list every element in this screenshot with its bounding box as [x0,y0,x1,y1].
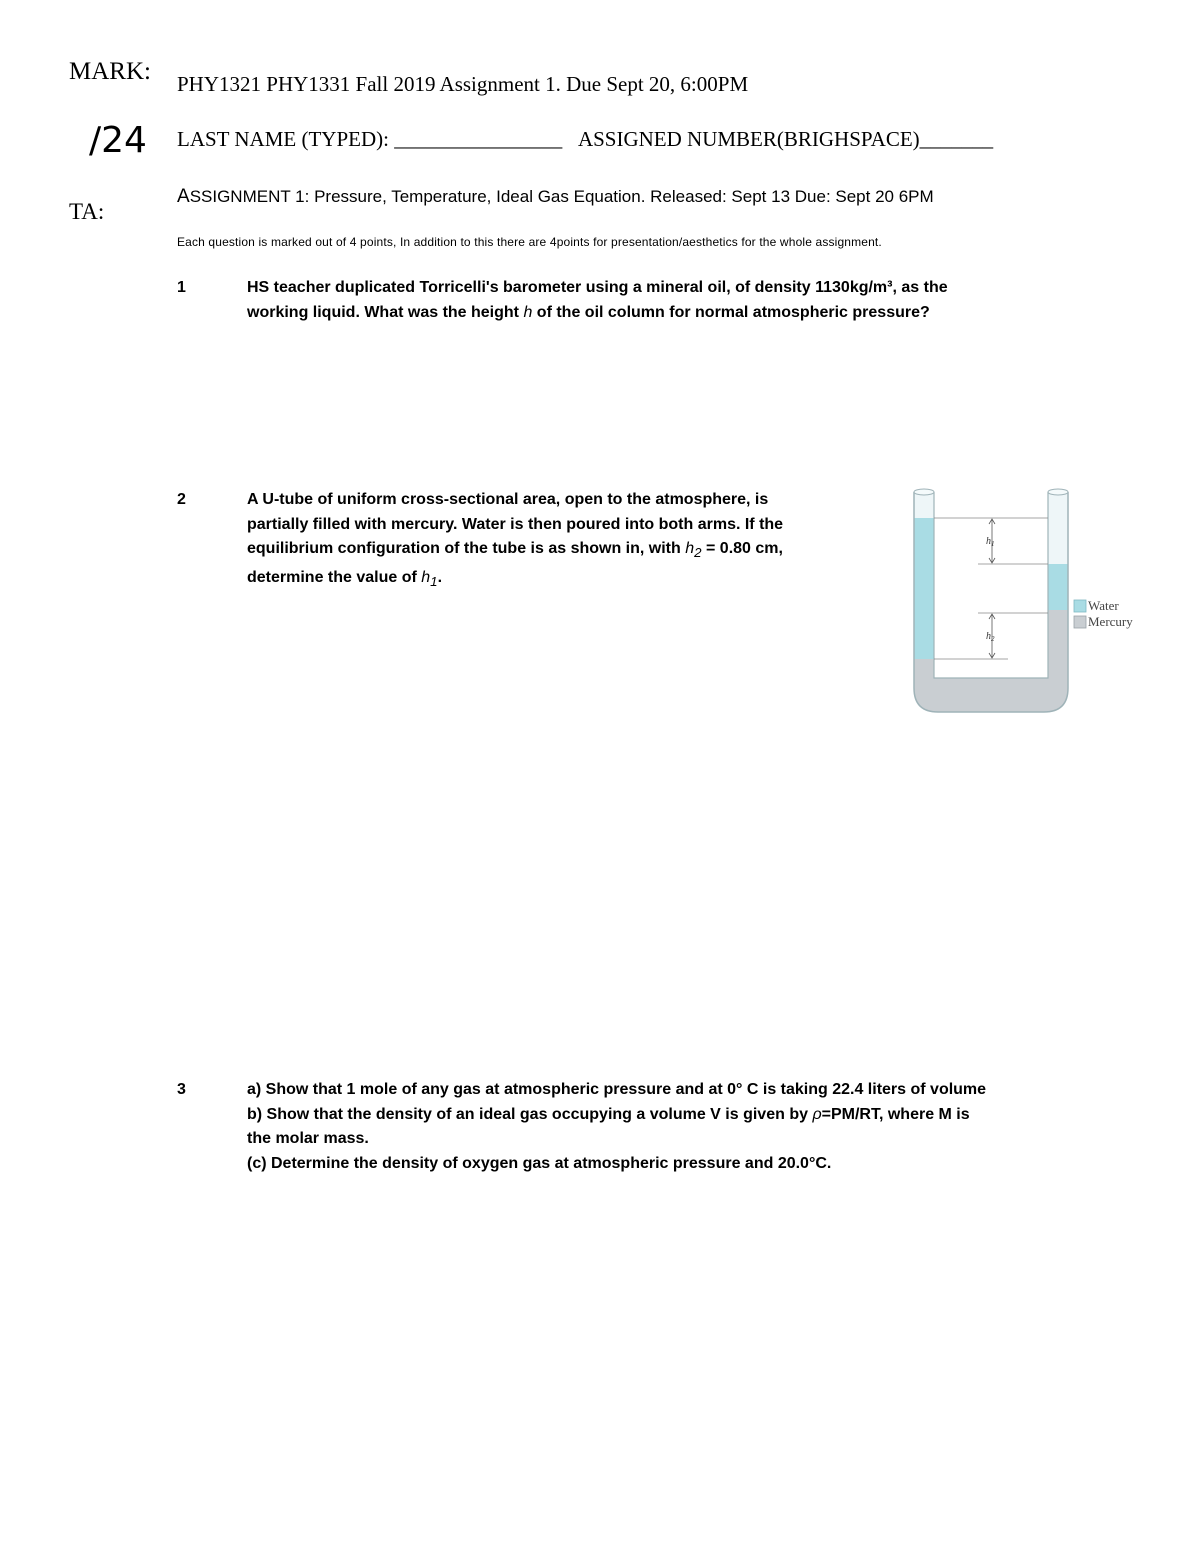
right-arm-empty [1048,492,1068,564]
question-2-number: 2 [177,491,186,508]
assignment-header: PHY1321 PHY1331 Fall 2019 Assignment 1. Due Sept 20, 6:00PM [177,72,749,96]
question-2-line-4: determine the value of $h_1$. [247,568,443,589]
assignment-title-rest: SSIGNMENT 1: Pressure, Temperature, Ideal Gas Equation. Released: Sept 13 Due: Sept 20 6PM [189,187,934,206]
left-arm-empty [914,492,934,518]
question-2-line-2: partially filled with mercury. Water is then poured into both arms. If the [247,515,784,533]
legend-mercury-label: Mercury [1088,614,1133,629]
water-right-arm [1048,564,1068,610]
question-3-number: 3 [177,1081,186,1098]
question-2-line-3: equilibrium configuration of the tube is as shown in, with $h_2 = 0.80$ cm, [247,540,783,561]
water-left-arm [914,518,934,659]
h1-label: $h_1$ [986,536,995,548]
question-3-text [247,1078,986,1176]
legend-water-label: Water [1088,598,1119,613]
assignment-title [177,186,934,208]
variable-rho: ρ [812,1105,822,1123]
assigned-number-field-label: ASSIGNED NUMBER(BRIGHSPACE)_______ [577,127,994,151]
question-3-line-1: a) Show that 1 mole of any gas at atmospheric pressure and at 0° C is taking 22.4 liters of volume [247,1081,987,1098]
question-3-line-3: the molar mass. [247,1130,369,1147]
legend-water-swatch [1074,600,1086,612]
question-2-line-1: A U-tube of uniform cross-sectional area, open to the atmosphere, is [247,491,769,508]
assignment-title-initial: A [177,186,190,207]
mercury-fill [914,610,1068,712]
u-tube-figure [898,484,1146,736]
mark-label: MARK: [69,58,151,85]
ta-label: TA: [69,199,105,224]
legend-mercury-swatch [1074,616,1086,628]
variable-h2: $h_2$ [685,540,702,561]
question-2-text [247,488,783,594]
question-1-text [247,276,948,325]
question-1-line-1: HS teacher duplicated Torricelli's barometer using a mineral oil, of density 1130kg/m³, as the [247,279,948,296]
h2-label: $h_2$ [986,631,995,643]
variable-h: h [523,303,533,321]
question-1-line-2: working liquid. What was the height h of the oil column for normal atmospheric pressure? [247,303,930,321]
question-1-number: 1 [177,279,186,296]
mark-total: /24 [89,120,147,161]
question-3-line-2: b) Show that the density of an ideal gas occupying a volume V is given by ρ=PM/RT, where M is [247,1105,970,1123]
variable-h1: $h_1$ [421,568,438,589]
question-3-line-4: (c) Determine the density of oxygen gas at atmospheric pressure and 20.0°C. [247,1154,832,1172]
instructions: Each question is marked out of 4 points, In addition to this there are 4points for presentation/aesthetics for the whole assignment. [177,235,882,249]
name-number-line [177,127,993,152]
last-name-field-label: LAST NAME (TYPED): ________________ [177,127,563,151]
